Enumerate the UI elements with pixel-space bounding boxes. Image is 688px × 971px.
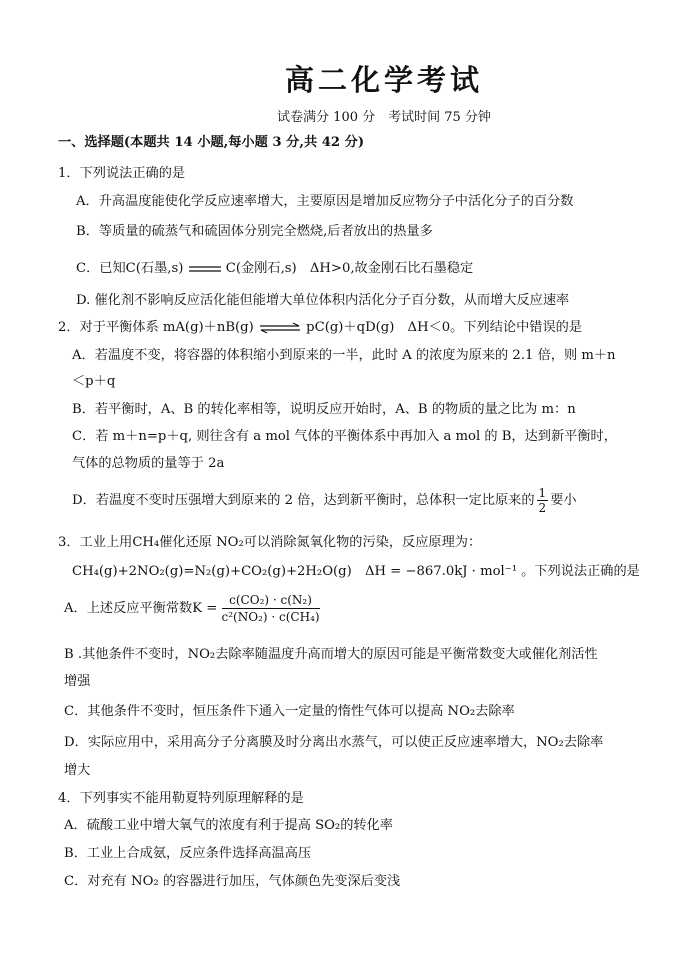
q4-option-b: B．工业上合成氨，反应条件选择高温高压 xyxy=(64,846,312,861)
q2-option-c-cont: 气体的总物质的量等于 2a xyxy=(72,456,225,471)
page-title: 高二化学考试 xyxy=(284,63,483,97)
q3-option-a-text: A．上述反应平衡常数K = xyxy=(64,601,218,616)
q2-option-a-cont: ＜p＋q xyxy=(72,374,116,389)
q4-option-a: A．硫酸工业中增大氧气的浓度有利于提高 SO₂的转化率 xyxy=(64,818,393,833)
q3-option-a xyxy=(64,592,320,625)
q1-option-a: A．升高温度能使化学反应速率增大，主要原因是增加反应物分子中活化分子的百分数 xyxy=(76,194,574,209)
q3-option-d: D．实际应用中，采用高分子分离膜及时分离出水蒸气，可以使正反应速率增大，NO₂去除率 xyxy=(64,735,604,750)
equal-sign-icon xyxy=(188,264,222,274)
exam-info: 试卷满分 100 分 考试时间 75 分钟 xyxy=(277,110,491,125)
q2-option-b: B．若平衡时，A、B 的转化率相等，说明反应开始时，A、B 的物质的量之比为 m：n xyxy=(72,402,576,417)
q3-option-b-cont: 增强 xyxy=(64,674,91,689)
q4-option-c: C．对充有 NO₂ 的容器进行加压，气体颜色先变深后变浅 xyxy=(64,874,401,889)
q2-option-d-end: 要小 xyxy=(550,493,577,508)
q3-option-d-cont: 增大 xyxy=(64,763,91,778)
q1-option-c xyxy=(76,260,473,278)
q2-stem-right: pC(g)＋qD(g) ΔH＜0。下列结论中错误的是 xyxy=(306,320,583,335)
q1-option-d: D. 催化剂不影响反应活化能但能增大单位体积内活化分子百分数，从而增大反应速率 xyxy=(76,293,570,308)
section-heading: 一、选择题(本题共 14 小题,每小题 3 分,共 42 分) xyxy=(58,135,365,150)
q1-option-c-right: C(金刚石,s) ΔH>0,故金刚石比石墨稳定 xyxy=(225,261,474,276)
fraction-one-half xyxy=(537,486,549,515)
k-denominator: c²(NO₂) · c(CH₄) xyxy=(221,610,320,624)
q3-stem: 3．工业上用CH₄催化还原 NO₂可以消除氮氧化物的污染，反应原理为： xyxy=(58,535,482,550)
q2-option-d-text: D．若温度不变时压强增大到原来的 2 倍，达到新平衡时，总体积一定比原来的 xyxy=(72,493,535,508)
q2-stem-left: 2．对于平衡体系 mA(g)＋nB(g) xyxy=(58,320,254,335)
fraction-denominator: 2 xyxy=(538,501,547,515)
q2-stem xyxy=(58,319,582,337)
q2-option-d xyxy=(72,486,577,515)
q4-stem: 4．下列事实不能用勒夏特列原理解释的是 xyxy=(58,791,304,806)
fraction-numerator: 1 xyxy=(538,486,547,500)
q3-option-b: B .其他条件不变时，NO₂去除率随温度升高而增大的原因可能是平衡常数变大或催化剂活性 xyxy=(64,647,598,662)
q2-option-c: C．若 m＋n=p＋q, 则往含有 a mol 气体的平衡体系中再加入 a mol 的 B，达到新平衡时， xyxy=(72,429,617,444)
equilibrium-arrow-icon xyxy=(258,322,302,334)
q3-option-c: C．其他条件不变时，恒压条件下通入一定量的惰性气体可以提高 NO₂去除率 xyxy=(64,704,515,719)
k-numerator: c(CO₂) · c(N₂) xyxy=(222,592,320,609)
q2-option-a: A．若温度不变，将容器的体积缩小到原来的一半，此时 A 的浓度为原来的 2.1 倍，则 m＋n xyxy=(72,348,616,363)
q3-equation: CH₄(g)+2NO₂(g)=N₂(g)+CO₂(g)+2H₂O(g) ΔH = −867.0kJ · mol⁻¹ 。下列说法正确的是 xyxy=(72,564,640,579)
q1-option-b: B．等质量的硫蒸气和硫固体分别完全燃烧,后者放出的热量多 xyxy=(76,224,433,239)
q1-stem: 1．下列说法正确的是 xyxy=(58,166,186,181)
q1-option-c-left: C．已知C(石墨,s) xyxy=(76,261,184,276)
equilibrium-constant-fraction xyxy=(222,592,320,625)
